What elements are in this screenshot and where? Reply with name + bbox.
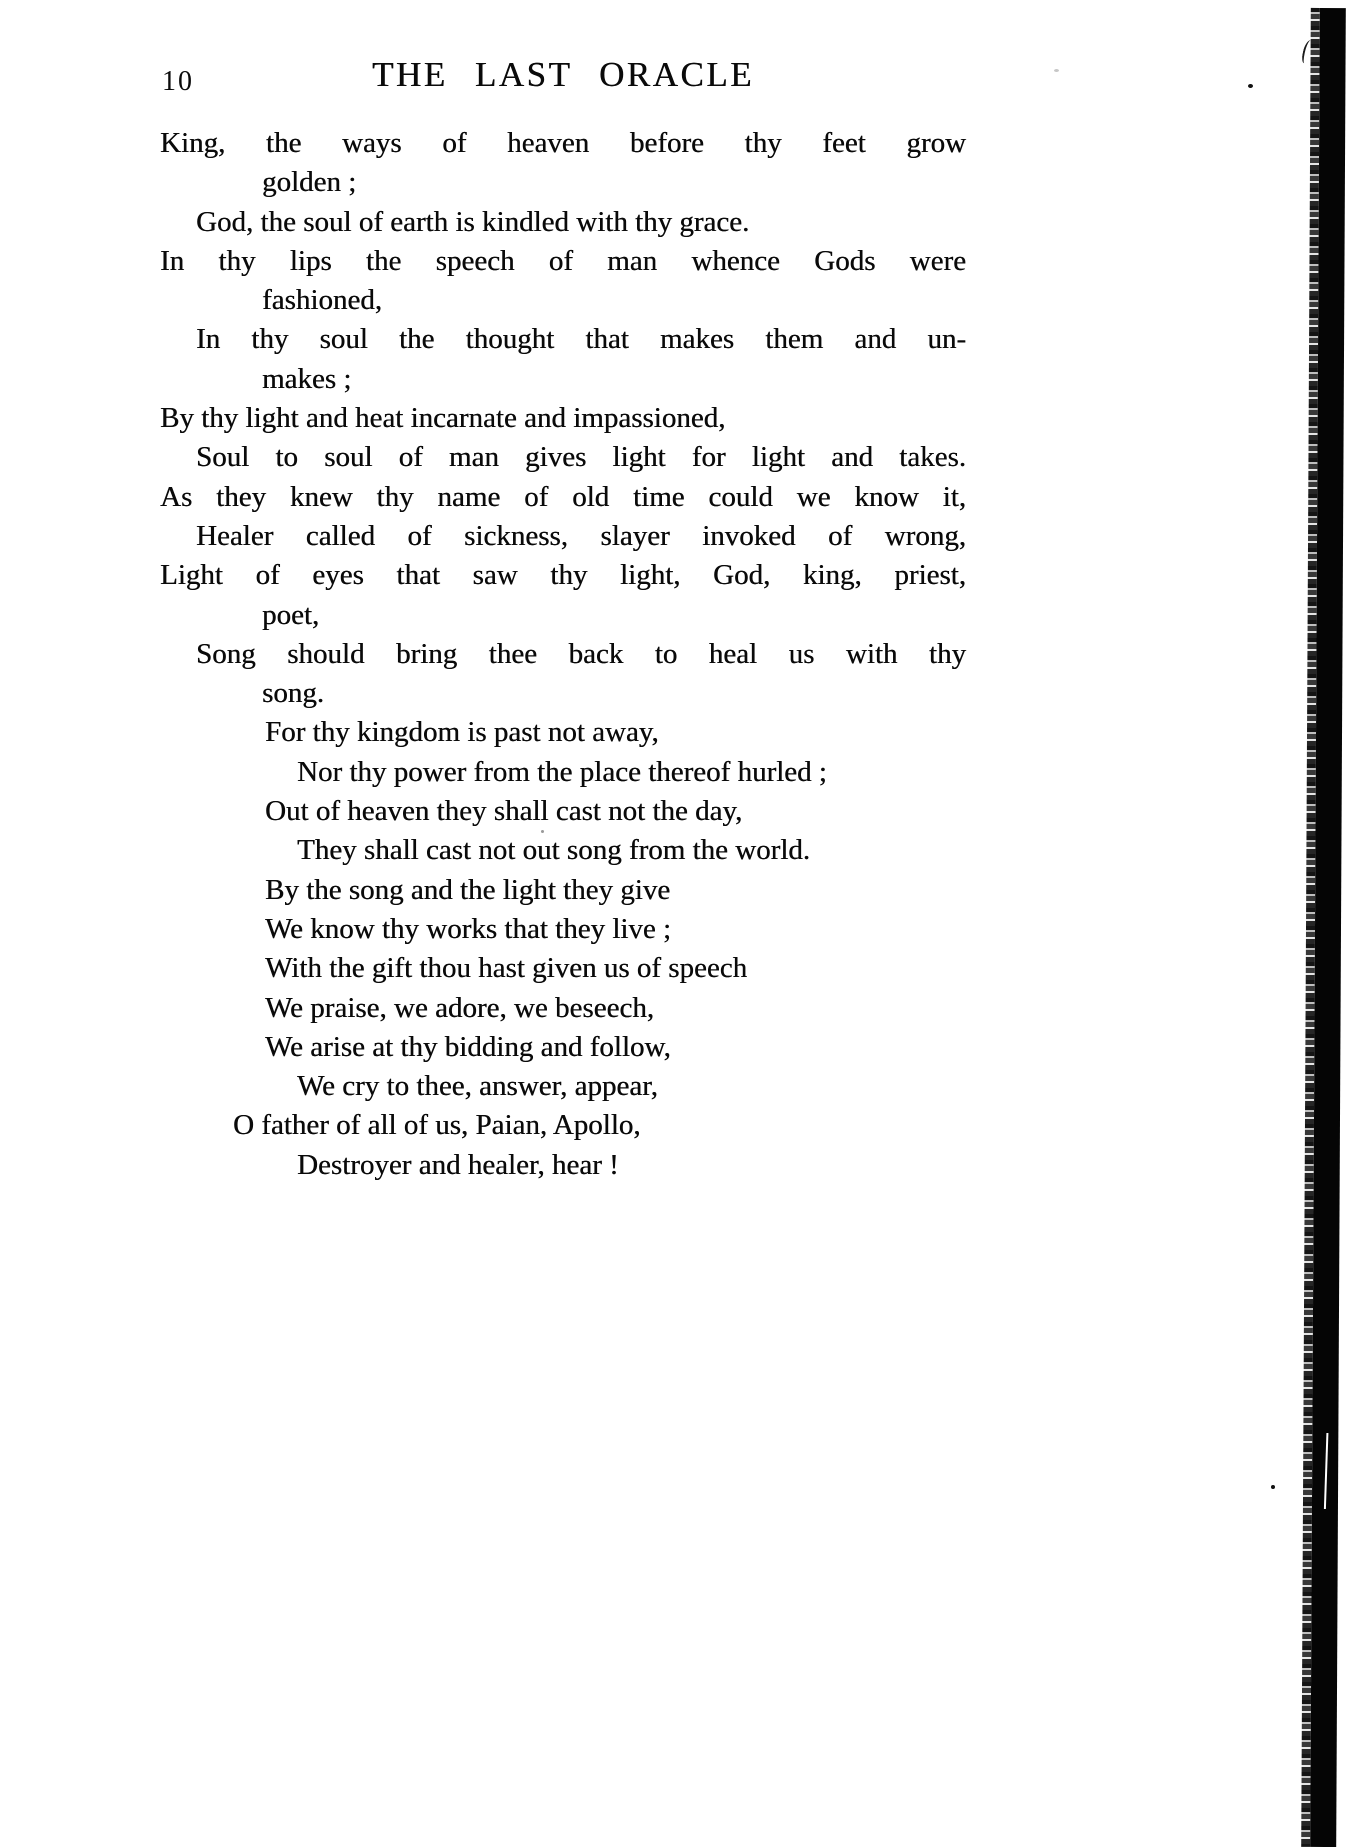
poem-line: Destroyer and healer, hear !	[297, 1148, 619, 1181]
ink-speck	[541, 830, 544, 833]
poem-line: makes ;	[262, 362, 352, 395]
poem-line: We know thy works that they live ;	[265, 912, 672, 945]
poem-line: For thy kingdom is past not away,	[265, 716, 659, 749]
poem-line: By the song and the light they give	[265, 873, 671, 906]
poem-line: By thy light and heat incarnate and impassioned,	[160, 402, 726, 435]
ink-speck	[1271, 1485, 1275, 1489]
poem-line: They shall cast not out song from the world.	[297, 834, 811, 867]
poem-line: poet,	[262, 598, 320, 631]
poem-line: O father of all of us, Paian, Apollo,	[233, 1109, 641, 1142]
poem-line: fashioned,	[262, 284, 382, 317]
poem-line: Healer called of sickness, slayer invoked of wrong,	[196, 519, 966, 552]
poem-line: King, the ways of heaven before thy feet grow	[160, 127, 966, 159]
binding-gutter-band	[1301, 8, 1353, 1847]
page-header	[160, 55, 966, 101]
poem-line: In thy lips the speech of man whence Gods were	[160, 244, 966, 277]
poem-line: We praise, we adore, we beseech,	[265, 991, 654, 1024]
poem-line: God, the soul of earth is kindled with thy grace.	[196, 205, 750, 238]
running-title: THE LAST ORACLE	[372, 55, 754, 94]
poem-body	[160, 124, 966, 1185]
poem-line: In thy soul the thought that makes them and un-	[196, 323, 966, 356]
poem-line: Out of heaven they shall cast not the day,	[265, 795, 743, 828]
ink-speck	[1054, 69, 1059, 72]
ink-speck	[1248, 84, 1253, 88]
poem-line: With the gift thou hast given us of speech	[265, 952, 748, 985]
poem-line: We arise at thy bidding and follow,	[265, 1030, 671, 1063]
poem-line: Song should bring thee back to heal us with thy	[196, 637, 966, 670]
poem-line: We cry to thee, answer, appear,	[297, 1070, 658, 1103]
poem-line: Nor thy power from the place thereof hurled ;	[297, 755, 827, 788]
poem-line: Light of eyes that saw thy light, God, king, priest,	[160, 559, 966, 592]
page-number: 10	[162, 66, 194, 97]
poem-line: As they knew thy name of old time could we know it,	[160, 480, 966, 513]
poem-line: Soul to soul of man gives light for light and takes.	[196, 441, 966, 474]
poem-line: golden ;	[262, 166, 357, 199]
poem-line: song.	[262, 677, 325, 710]
